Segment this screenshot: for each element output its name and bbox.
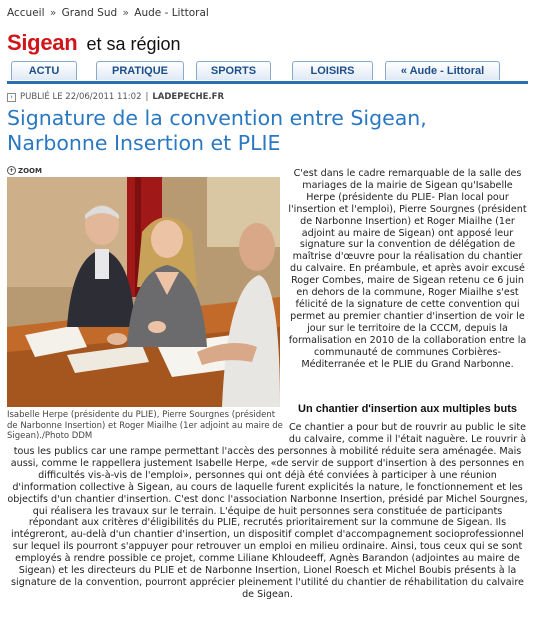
breadcrumb-separator: »	[122, 7, 129, 19]
article-subheading: Un chantier d'insertion aux multiples buts	[298, 403, 517, 415]
site-title-city[interactable]: Sigean	[7, 30, 78, 55]
source-name: LADEPECHE.FR	[152, 92, 225, 102]
tab-aude-littoral[interactable]: « Aude - Littoral	[385, 61, 500, 80]
site-title-suffix: et sa région	[86, 34, 181, 54]
article-paragraph-start: Ce chantier a pour but de rouvrir au public le site du calvaire, comme il l'était naguère. Le rouvrir à	[288, 422, 527, 445]
publish-date: PUBLIÉ LE 22/06/2011 11:02	[20, 92, 142, 102]
photo-caption: Isabelle Herpe (présidente du PLIE), Pierre Sourgnes (président de Narbonne Insertion) et Roger Miailhe (1er adjoint au maire de Sigean)./Photo DDM	[7, 410, 283, 441]
tab-loisirs[interactable]: LOISIRS	[292, 61, 373, 80]
breadcrumb-grand-sud-link[interactable]: Grand Sud	[61, 7, 118, 19]
article-photo[interactable]	[7, 177, 280, 407]
zoom-icon: +	[8, 167, 15, 174]
article-paragraph-continued: tous les publics car une rampe permettant l'accès des personnes à mobilité réduite sera aménagée. Mais aussi, comme le rappellera justement Isabelle Herpe, «de servir de support d'insertion à des personnes en difficultés vis-à-vis de l'emploi», personnes qui ont déjà été conviées à participer à une réunion d'information collective à Sigean, au cours de laquelle furent explicités la nature, le fonctionnement et les objectifs d'un chantier d'insertion. C'est donc l'association Narbonne Insertion, présidé par Michel Sourgnes, qui réalisera les travaux sur le terrain. L'équipe de huit personnes sera constituée de participants répondant aux critères d'éligibilités du PLIE, recrutés prioritairement sur la commune de Sigean. Ils intégreront, au-delà d'un chantier d'insertion, un dispositif complet d'accompagnement socioprofessionnel sur lequel ils pourront s'appuyer pour retrouver un emploi en milieu ordinaire. Ainsi, tous ceux qui se sont employés à rendre possible ce projet, comme Liliane Khloudeeff, Agnès Barandon (adjointes au maire de Sigean) et les directeurs du PLIE et de Narbonne Insertion, Lionel Roesch et Michel Boubis présents à la signature de la convention, pourront apprécier pleinement l'utilité du chantier de réhabilitation du calvaire de Sigean.	[7, 446, 528, 600]
tab-sports[interactable]: SPORTS	[196, 61, 271, 80]
article-paragraph: C'est dans le cadre remarquable de la salle des mariages de la mairie de Sigean qu'Isabelle Herpe (présidente du PLIE- Plan local pour l'insertion et l'emploi), Pierre Sourgnes (président de Narbonne Insertion) et Roger Miailhe (1er adjoint au maire de Sigean) ont apposé leur signature sur la convention de délégation de maîtrise d'œuvre pour la réalisation du chantier du calvaire. En préambule, et après avoir excusé Roger Combes, maire de Sigean retenu ce 6 juin en dehors de la commune, Roger Miailhe s'est félicité de la signature de cette convention qui permet au premier chantier d'insertion de voir le jour sur le territoire de la CCCM, depuis la formalisation en 2010 de la collaboration entre la communauté de communes Corbières-Méditerranée et le PLIE du Grand Narbonne.	[288, 168, 527, 370]
site-title	[7, 30, 181, 56]
zoom-label: ZOOM	[18, 166, 42, 175]
arrow-right-icon: ›	[7, 93, 16, 102]
breadcrumb-home-link[interactable]: Accueil	[7, 7, 45, 19]
breadcrumb-separator: »	[49, 7, 57, 19]
article-title: Signature de la convention entre Sigean, Narbonne Insertion et PLIE	[7, 106, 427, 155]
zoom-button[interactable]	[7, 165, 280, 176]
breadcrumb	[7, 7, 209, 19]
tab-pratique[interactable]: PRATIQUE	[96, 61, 184, 80]
tab-actu[interactable]: ACTU	[11, 61, 77, 80]
article-photo-block	[7, 165, 283, 442]
article-meta	[7, 92, 224, 102]
meta-separator: |	[145, 92, 149, 102]
breadcrumb-aude-littoral-link[interactable]: Aude - Littoral	[134, 7, 209, 19]
section-nav	[7, 59, 528, 84]
